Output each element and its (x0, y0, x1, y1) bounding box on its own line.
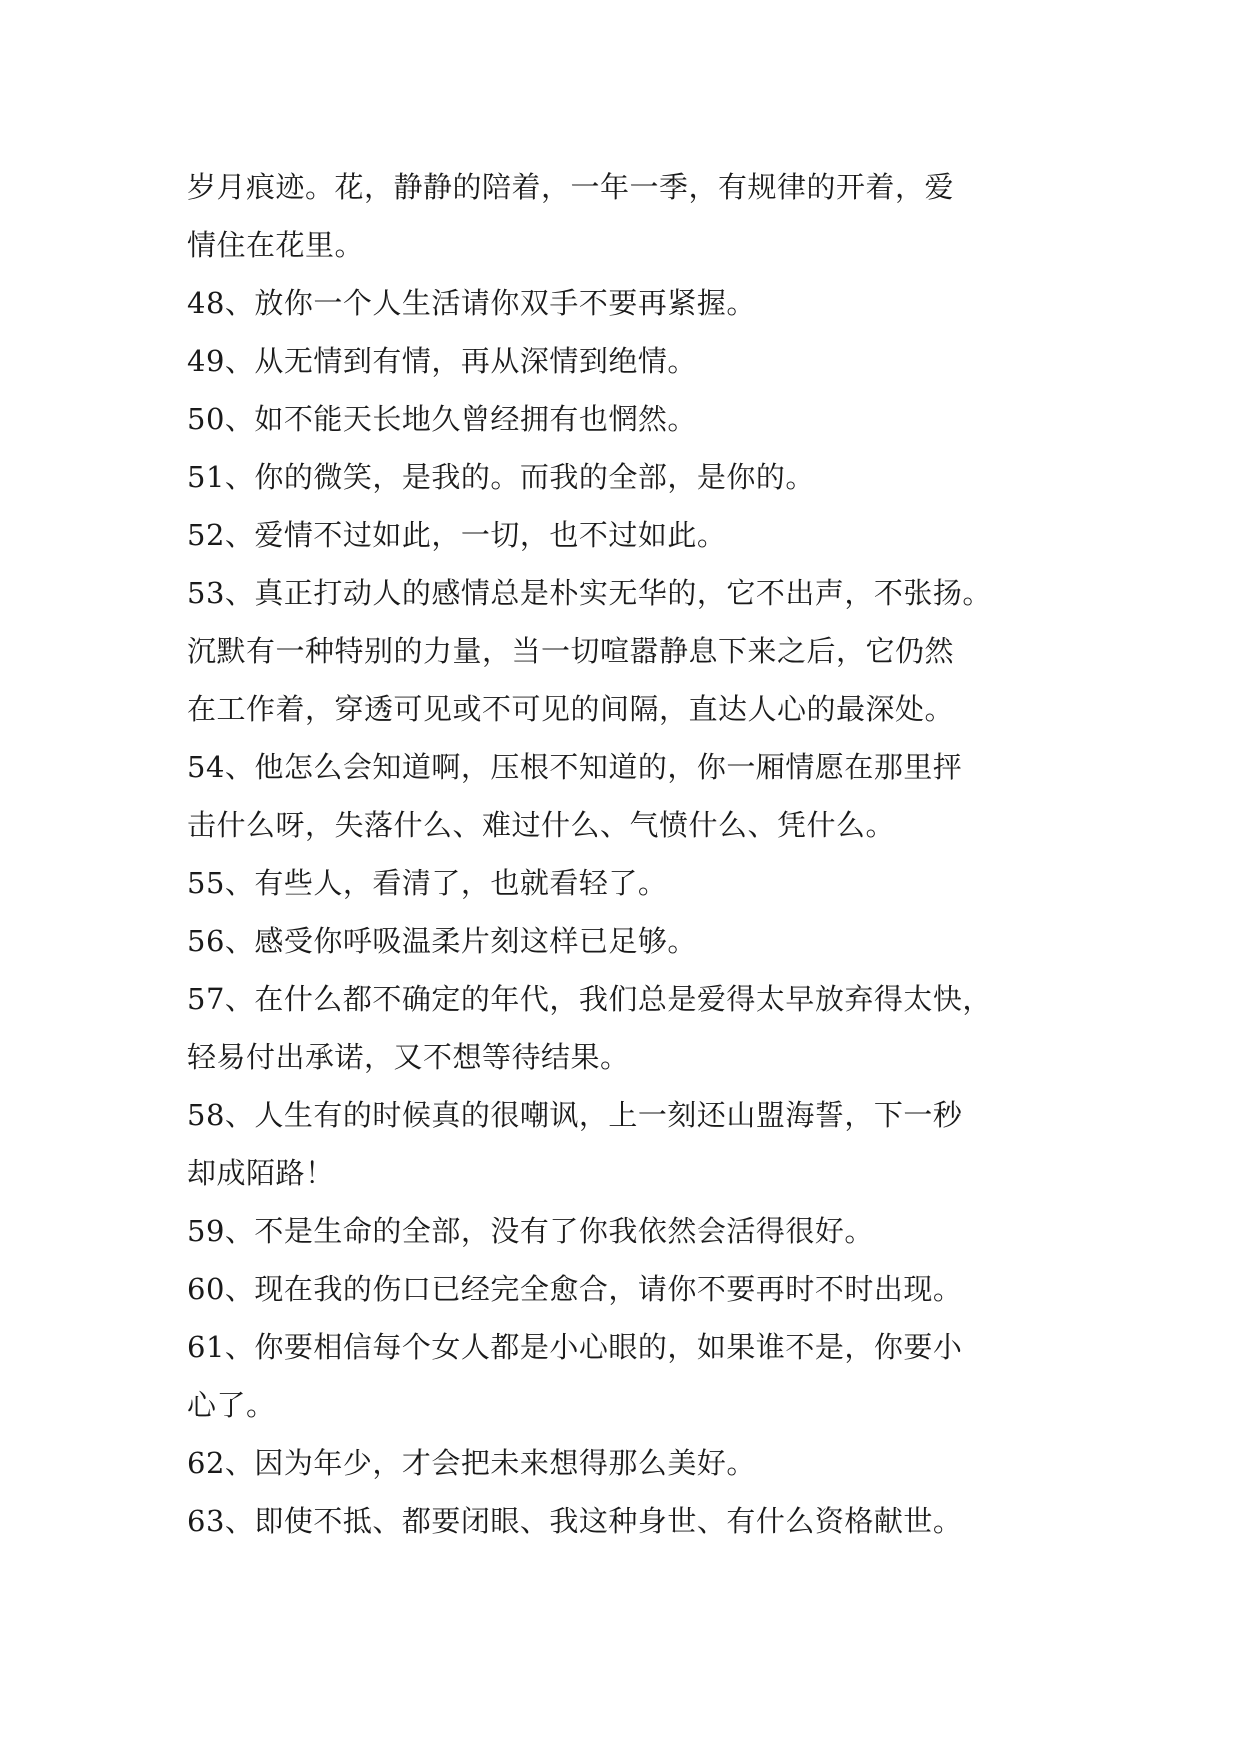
text-line: 63、即使不抵、都要闭眼、我这种身世、有什么资格献世。 (187, 1504, 963, 1538)
text-line: 轻易付出承诺，又不想等待结果。 (187, 1040, 630, 1074)
text-line: 沉默有一种特别的力量，当一切喧嚣静息下来之后，它仍然 (187, 634, 955, 668)
text-line: 57、在什么都不确定的年代，我们总是爱得太早放弃得太快， (187, 982, 992, 1016)
text-line: 50、如不能天长地久曾经拥有也惘然。 (187, 402, 697, 436)
text-line: 60、现在我的伤口已经完全愈合，请你不要再时不时出现。 (187, 1272, 963, 1306)
text-line: 55、有些人，看清了，也就看轻了。 (187, 866, 668, 900)
text-line: 58、人生有的时候真的很嘲讽，上一刻还山盟海誓，下一秒 (187, 1098, 963, 1132)
text-line: 岁月痕迹。花，静静的陪着，一年一季，有规律的开着，爱 (187, 170, 955, 204)
text-line: 59、不是生命的全部，没有了你我依然会活得很好。 (187, 1214, 874, 1248)
document-body (187, 158, 1087, 1550)
text-line: 击什么呀，失落什么、难过什么、气愤什么、凭什么。 (187, 808, 896, 842)
text-line: 48、放你一个人生活请你双手不要再紧握。 (187, 286, 756, 320)
text-line: 却成陌路！ (187, 1156, 335, 1190)
text-line: 52、爱情不过如此，一切，也不过如此。 (187, 518, 727, 552)
text-line: 在工作着，穿透可见或不可见的间隔，直达人心的最深处。 (187, 692, 955, 726)
text-line: 61、你要相信每个女人都是小心眼的，如果谁不是，你要小 (187, 1330, 963, 1364)
text-line: 49、从无情到有情，再从深情到绝情。 (187, 344, 697, 378)
text-line: 62、因为年少，才会把未来想得那么美好。 (187, 1446, 756, 1480)
text-line: 情住在花里。 (187, 228, 365, 262)
text-line: 心了。 (187, 1388, 276, 1422)
text-line: 53、真正打动人的感情总是朴实无华的，它不出声，不张扬。 (187, 576, 992, 610)
text-line: 56、感受你呼吸温柔片刻这样已足够。 (187, 924, 697, 958)
text-line: 51、你的微笑，是我的。而我的全部，是你的。 (187, 460, 815, 494)
text-line: 54、他怎么会知道啊，压根不知道的，你一厢情愿在那里抨 (187, 750, 963, 784)
